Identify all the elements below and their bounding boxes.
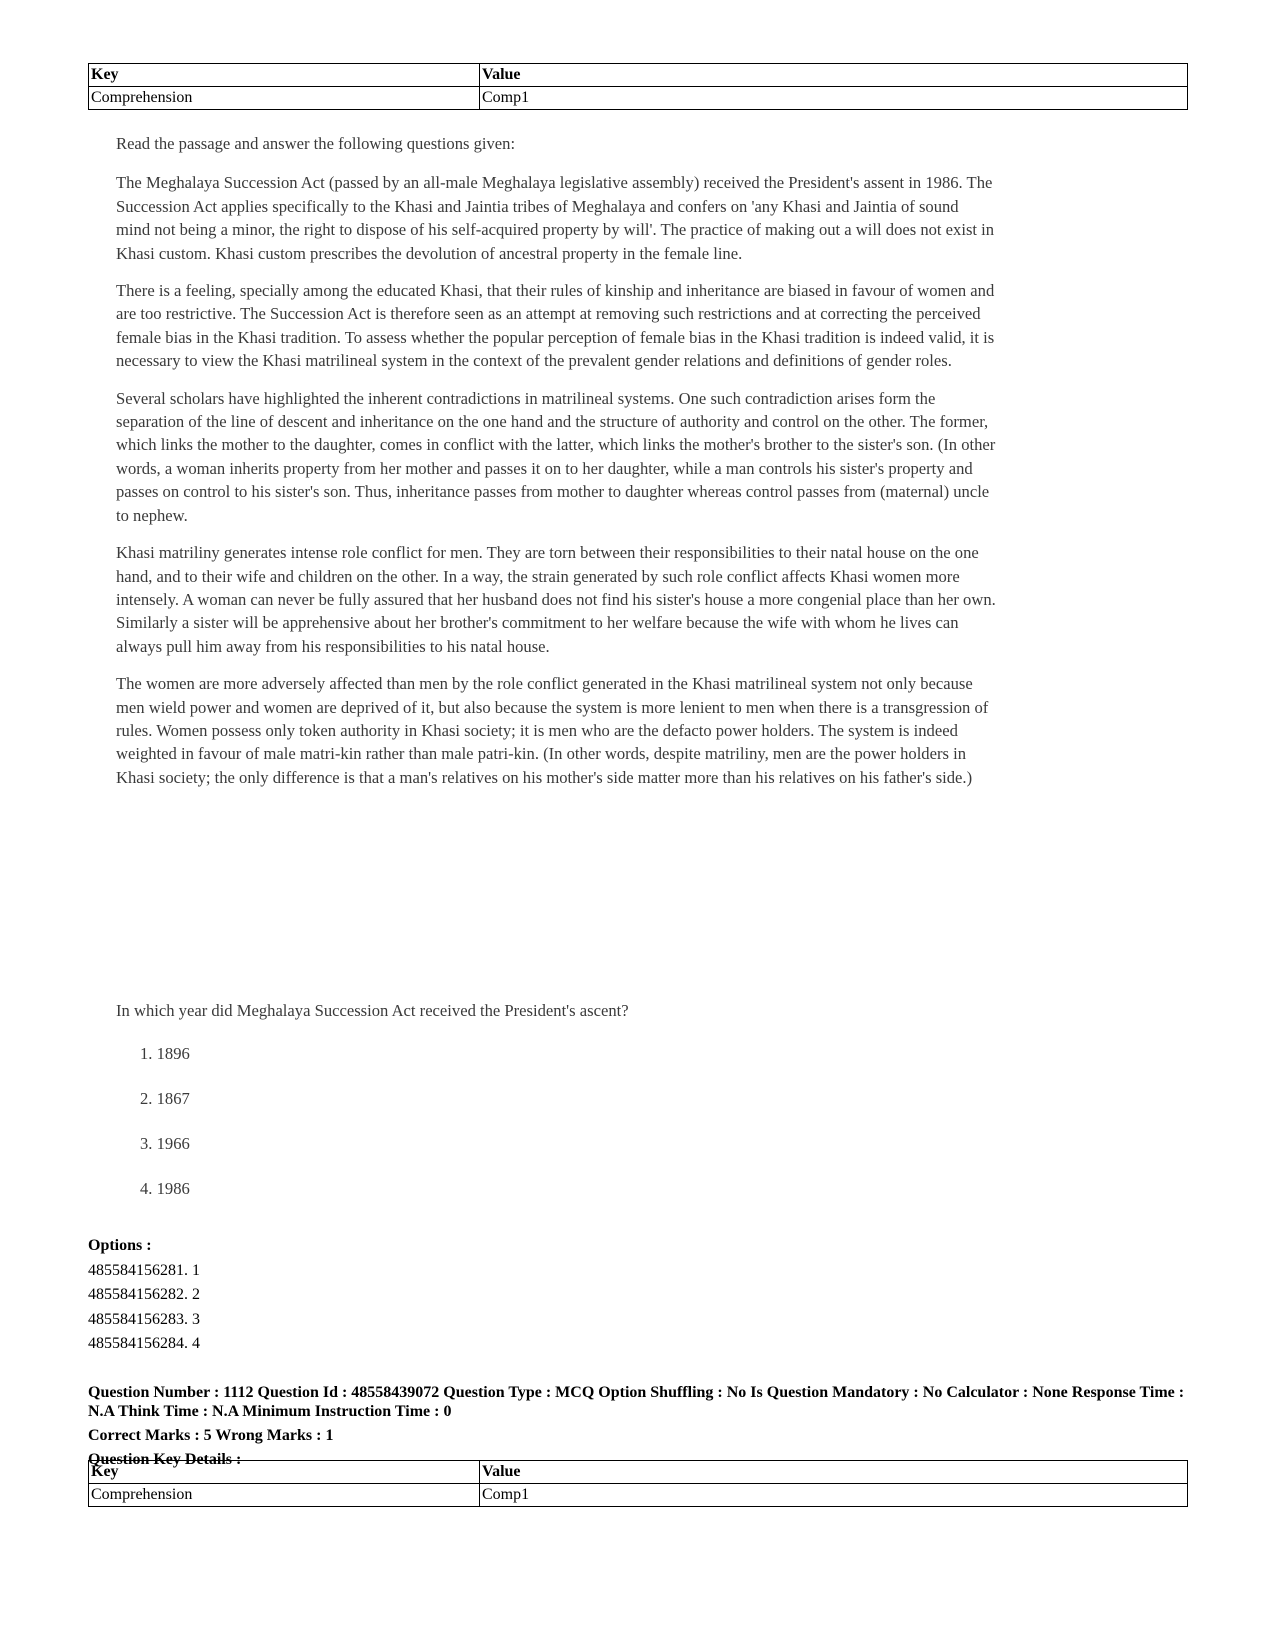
table-header-value: Value — [480, 1461, 1188, 1484]
answer-choice: 2. 1867 — [140, 1089, 190, 1108]
passage-paragraph: Khasi matriliny generates intense role conflict for men. They are torn between their responsibilities to their natal house on the one hand, and to their wife and children on the other. In a way, the strain generated by such role conflict affects Khasi women more intensely. A woman can never be fully assured that her husband does not find his sister's house a more congenial place than her own. Similarly a sister will be apprehensive about her brother's commitment to her welfare because the wife with whom he lives can always pull him away from his responsibilities to his natal house. — [116, 543, 996, 656]
options-list — [88, 1234, 200, 1357]
answer-choices — [140, 1042, 190, 1222]
key-details-table-bottom — [88, 1460, 1188, 1507]
question-text: In which year did Meghalaya Succession Act received the President's ascent? — [116, 1001, 629, 1020]
key-details-label: Question Key Details : — [88, 1451, 242, 1468]
table-cell-value: Comp1 — [480, 1484, 1188, 1507]
marks-line: Correct Marks : 5 Wrong Marks : 1 — [88, 1427, 334, 1444]
answer-choice: 1. 1896 — [140, 1044, 190, 1063]
passage-paragraph: Several scholars have highlighted the inherent contradictions in matrilineal systems. One such contradiction arises form the separation of the line of descent and inheritance on the one hand and the structure of authority and control on the other. The former, which links the mother to the daughter, comes in conflict with the latter, which links the mother's brother to the sister's son. (In other words, a woman inherits property from her mother and passes it on to her daughter, while a man controls his sister's property and passes on control to his sister's son. Thus, inheritance passes from mother to daughter whereas control passes from (maternal) uncle to nephew. — [116, 388, 996, 525]
passage-paragraph: The women are more adversely affected than men by the role conflict generated in the Khasi matrilineal system not only because men wield power and women are deprived of it, but also because the system is more lenient to men when there is a transgression of rules. Women possess only token authority in Khasi society; it is men who are the defacto power holders. The system is indeed weighted in favour of male matri-kin rather than male patri-kin. (In other words, despite matriliny, men are the power holders in Khasi society; the only difference is that a man's relatives on his mother's side matter more than his relatives on his father's side.) — [116, 674, 989, 787]
question-metadata — [88, 1383, 1208, 1469]
question-info-line: Question Number : 1112 Question Id : 48558439072 Question Type : MCQ Option Shuffling : No Is Question Mandatory : No Calculator : None Response Time : N.A Think Time : N.A Minimum Instruction Time : 0 — [88, 1384, 1185, 1420]
table-header-key: Key — [89, 1461, 480, 1484]
table-header-row — [89, 64, 1188, 87]
options-label: Options : — [88, 1237, 152, 1254]
option-item: 485584156284. 4 — [88, 1335, 200, 1352]
table-cell-key: Comprehension — [89, 87, 480, 110]
table-header-value: Value — [480, 64, 1188, 87]
passage-paragraph: The Meghalaya Succession Act (passed by an all-male Meghalaya legislative assembly) received the President's assent in 1986. The Succession Act applies specifically to the Khasi and Jaintia tribes of Meghalaya and confers on 'any Khasi and Jaintia of sound mind not being a minor, the right to dispose of his self-acquired property by will'. The practice of making out a will does not exist in Khasi custom. Khasi custom prescribes the devolution of ancestral property in the female line. — [116, 173, 995, 263]
table-row — [89, 1484, 1188, 1507]
passage-image — [116, 132, 996, 1198]
table-cell-key: Comprehension — [89, 1484, 480, 1507]
table-header-key: Key — [89, 64, 480, 87]
passage-paragraph: There is a feeling, specially among the educated Khasi, that their rules of kinship and inheritance are biased in favour of women and are too restrictive. The Succession Act is therefore seen as an attempt at removing such restrictions and at correcting the perceived female bias in the Khasi tradition. To assess whether the popular perception of female bias in the Khasi tradition is indeed valid, it is necessary to view the Khasi matrilineal system in the context of the prevalent gender relations and definitions of gender roles. — [116, 281, 995, 371]
option-item: 485584156283. 3 — [88, 1310, 200, 1328]
answer-choice: 4. 1986 — [140, 1179, 190, 1198]
option-item: 485584156282. 2 — [88, 1286, 200, 1303]
passage-intro: Read the passage and answer the following questions given: — [116, 134, 516, 153]
table-cell-value: Comp1 — [480, 87, 1188, 110]
table-header-row — [89, 1461, 1188, 1484]
option-item: 485584156281. 1 — [88, 1261, 200, 1279]
key-details-table-top — [88, 63, 1188, 110]
answer-choice: 3. 1966 — [140, 1134, 190, 1153]
table-row — [89, 87, 1188, 110]
